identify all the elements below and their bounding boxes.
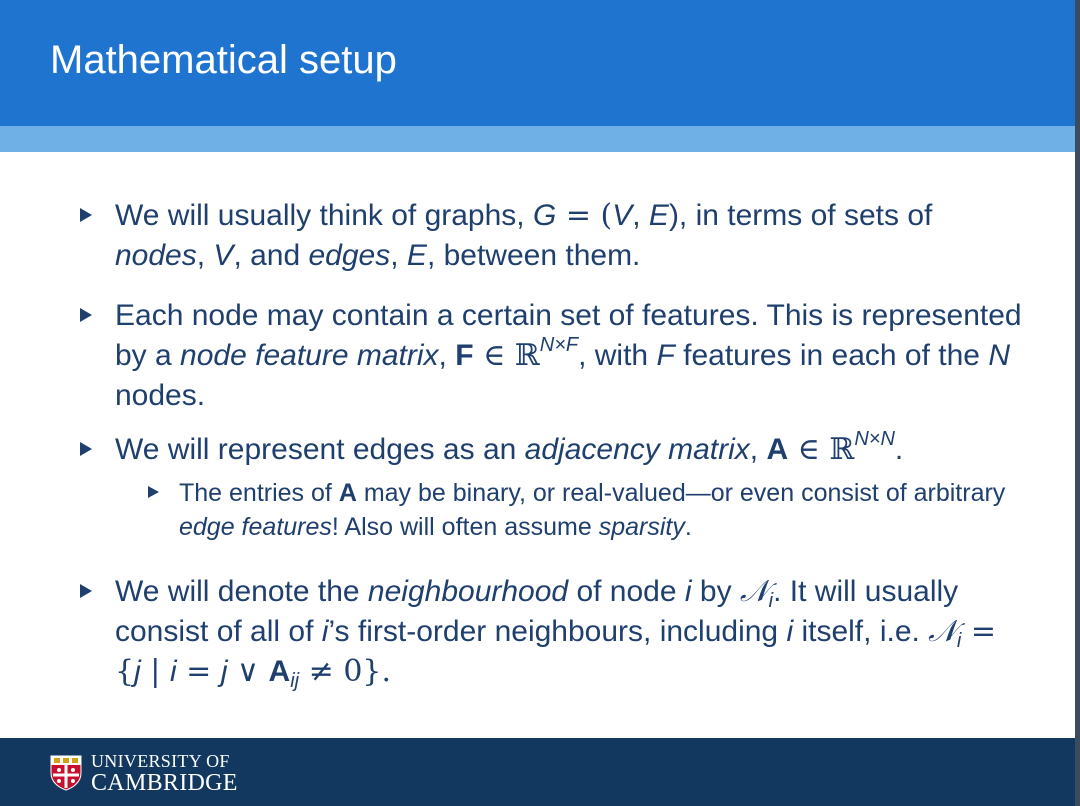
math-op: ∈ ℝ: [788, 432, 855, 467]
text-run: by: [691, 575, 740, 608]
math-var: G: [532, 199, 557, 232]
text-run: ,: [632, 199, 649, 232]
title-stripe: [0, 126, 1080, 152]
sub-bullet-text: [179, 476, 1019, 544]
math-op: =: [176, 654, 221, 689]
math-op: ∨: [227, 654, 269, 689]
bullet-triangle-icon: [80, 584, 92, 598]
math-var: N: [988, 339, 1010, 372]
title-bar: [0, 0, 1080, 126]
math-var: i: [169, 655, 177, 688]
text-run: We will represent edges as an: [115, 433, 525, 466]
bullet-triangle-icon: [80, 208, 92, 222]
text-run: itself, i.e.: [793, 615, 929, 648]
text-run: ,: [196, 239, 214, 272]
university-wordmark: [91, 750, 238, 794]
math-subscript: ij: [290, 670, 300, 692]
emph-term: neighbourhood: [367, 575, 569, 608]
text-run: ’s first-order neighbours, including: [328, 615, 787, 648]
math-var: j: [134, 655, 141, 688]
math-superscript: N×N: [854, 428, 895, 450]
text-run: The entries of: [179, 479, 339, 507]
text-run: of node: [568, 575, 685, 608]
bullet-triangle-icon: [148, 486, 159, 498]
emph-term: sparsity: [598, 513, 685, 541]
text-run: , between them.: [426, 239, 641, 272]
math-subscript: i: [956, 630, 962, 652]
bullet-text: [115, 296, 1025, 416]
text-run: ! Also will often assume: [331, 513, 599, 541]
matrix-symbol: A: [268, 655, 291, 688]
matrix-symbol: A: [338, 479, 357, 507]
math-op: ≠ 0}.: [299, 654, 392, 689]
slide-content: [0, 152, 1075, 738]
wordmark-line-1: UNIVERSITY OF: [91, 751, 230, 771]
bullet-triangle-icon: [80, 308, 92, 322]
cambridge-crest-icon: [50, 755, 82, 791]
math-subscript: i: [768, 590, 774, 612]
math-var: E: [406, 239, 427, 272]
text-run: nodes.: [115, 379, 206, 412]
math-op: = (: [556, 198, 613, 233]
text-run: ,: [749, 433, 767, 466]
text-run: . It will usually consist of all of: [115, 575, 959, 648]
emph-term: edge features: [179, 513, 332, 541]
math-calligraphic: 𝒩: [928, 614, 957, 649]
math-op: = {: [115, 614, 997, 689]
emph-term: edges: [308, 239, 391, 272]
math-var: i: [321, 615, 329, 648]
wordmark-line-2: CAMBRIDGE: [91, 770, 238, 796]
text-run: ,: [390, 239, 407, 272]
text-run: .: [684, 513, 692, 541]
matrix-symbol: F: [455, 339, 474, 372]
text-run: Each node may contain a certain set of features. This is represented by a: [115, 299, 1022, 372]
emph-term: node feature matrix: [180, 339, 439, 372]
text-run: We will denote the: [115, 575, 368, 608]
text-run: ), in terms of sets of: [668, 199, 933, 232]
math-var: j: [220, 655, 228, 688]
text-run: .: [894, 433, 904, 466]
text-run: , with: [578, 339, 657, 372]
footer-bar: [0, 738, 1075, 806]
math-calligraphic: 𝒩: [739, 574, 769, 609]
bullet-text: [115, 430, 1025, 470]
right-edge-border: [1075, 0, 1080, 806]
text-run: features in each of the: [674, 339, 989, 372]
math-op: ∈ ℝ: [473, 338, 540, 373]
math-var: V: [213, 239, 234, 272]
matrix-symbol: A: [766, 433, 789, 466]
slide-title: Mathematical setup: [50, 38, 397, 82]
bullet-text: [115, 572, 1025, 692]
text-run: ,: [438, 339, 456, 372]
text-run: We will usually think of graphs,: [115, 199, 533, 232]
math-var: i: [786, 615, 794, 648]
math-var: i: [684, 575, 692, 608]
math-var: E: [648, 199, 669, 232]
emph-term: nodes: [115, 239, 197, 272]
bullet-text: [115, 196, 1025, 276]
math-op: |: [140, 654, 170, 689]
math-superscript: N×F: [539, 334, 579, 356]
math-var: V: [612, 199, 633, 232]
math-var: F: [656, 339, 675, 372]
emph-term: adjacency matrix: [524, 433, 750, 466]
text-run: , and: [233, 239, 309, 272]
bullet-triangle-icon: [80, 442, 92, 456]
text-run: may be binary, or real-valued—or even consist of arbitrary: [356, 479, 1006, 507]
